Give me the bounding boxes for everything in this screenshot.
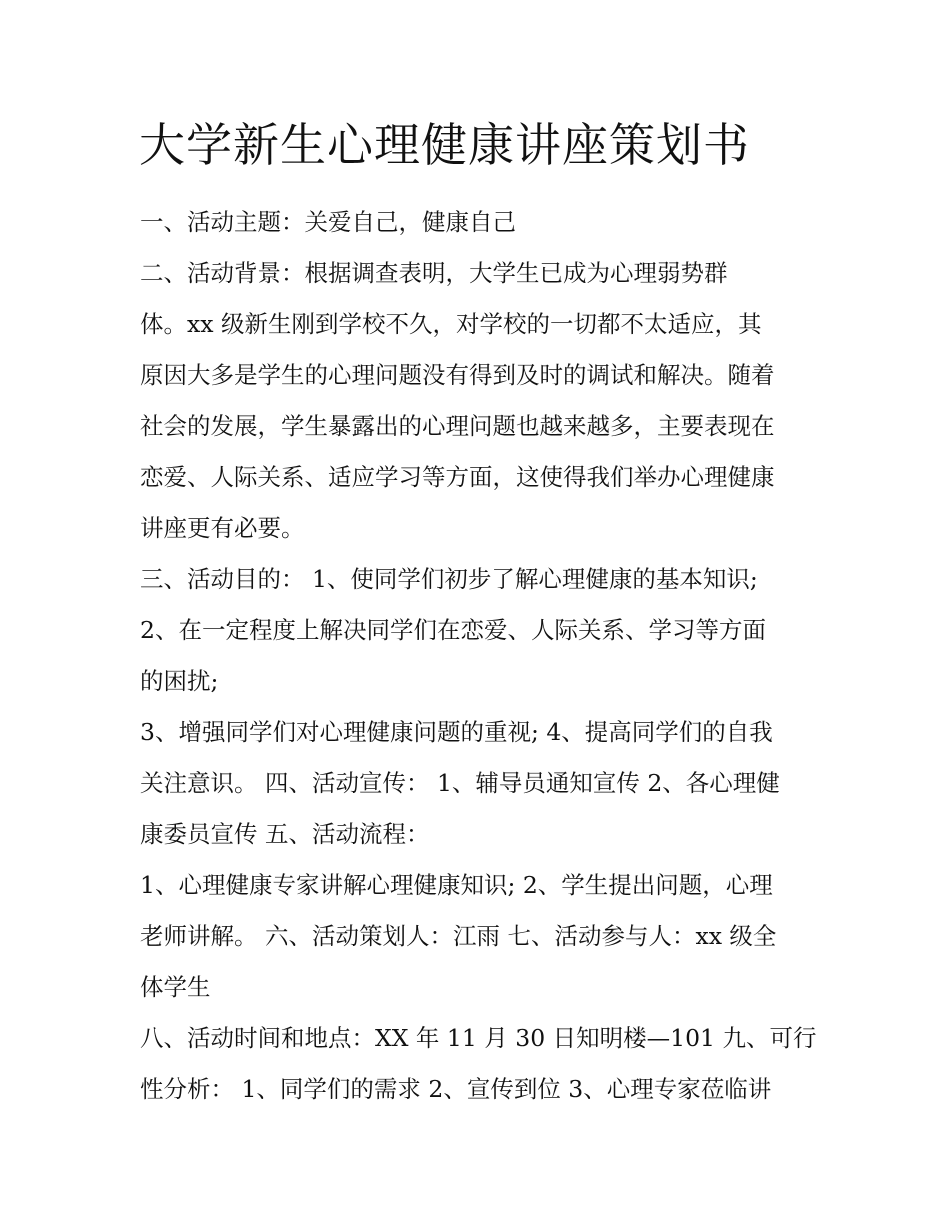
body-line: 恋爱、人际关系、适应学习等方面，这使得我们举办心理健康 — [140, 463, 775, 491]
body-line: 二、活动背景：根据调查表明，大学生已成为心理弱势群 — [140, 259, 728, 287]
body-line: 社会的发展，学生暴露出的心理问题也越来越多，主要表现在 — [140, 412, 775, 440]
document-title: 大学新生心理健康讲座策划书 — [139, 118, 750, 172]
body-line: 原因大多是学生的心理问题没有得到及时的调试和解决。随着 — [140, 361, 775, 389]
body-line: 康委员宣传 五、活动流程： — [140, 820, 430, 848]
body-line: 讲座更有必要。 — [140, 514, 305, 542]
body-line: 老师讲解。 六、活动策划人：江雨 七、活动参与人：xx 级全 — [140, 922, 777, 950]
body-line: 三、活动目的： 1、使同学们初步了解心理健康的基本知识; — [140, 565, 758, 593]
body-line: 2、在一定程度上解决同学们在恋爱、人际关系、学习等方面 — [140, 616, 766, 644]
body-line: 性分析： 1、同学们的需求 2、宣传到位 3、心理专家莅临讲 — [140, 1075, 772, 1103]
body-line: 一、活动主题：关爱自己，健康自己 — [140, 208, 516, 236]
body-line: 3、增强同学们对心理健康问题的重视; 4、提高同学们的自我 — [140, 718, 773, 746]
body-line: 八、活动时间和地点：XX 年 11 月 30 日知明楼—101 九、可行 — [140, 1024, 817, 1052]
body-line: 1、心理健康专家讲解心理健康知识; 2、学生提出问题，心理 — [140, 871, 773, 899]
body-line: 的困扰; — [140, 667, 219, 695]
body-line: 体。xx 级新生刚到学校不久，对学校的一切都不太适应，其 — [140, 310, 762, 338]
body-line: 体学生 — [140, 973, 211, 1001]
body-line: 关注意识。 四、活动宣传： 1、辅导员通知宣传 2、各心理健 — [140, 769, 780, 797]
